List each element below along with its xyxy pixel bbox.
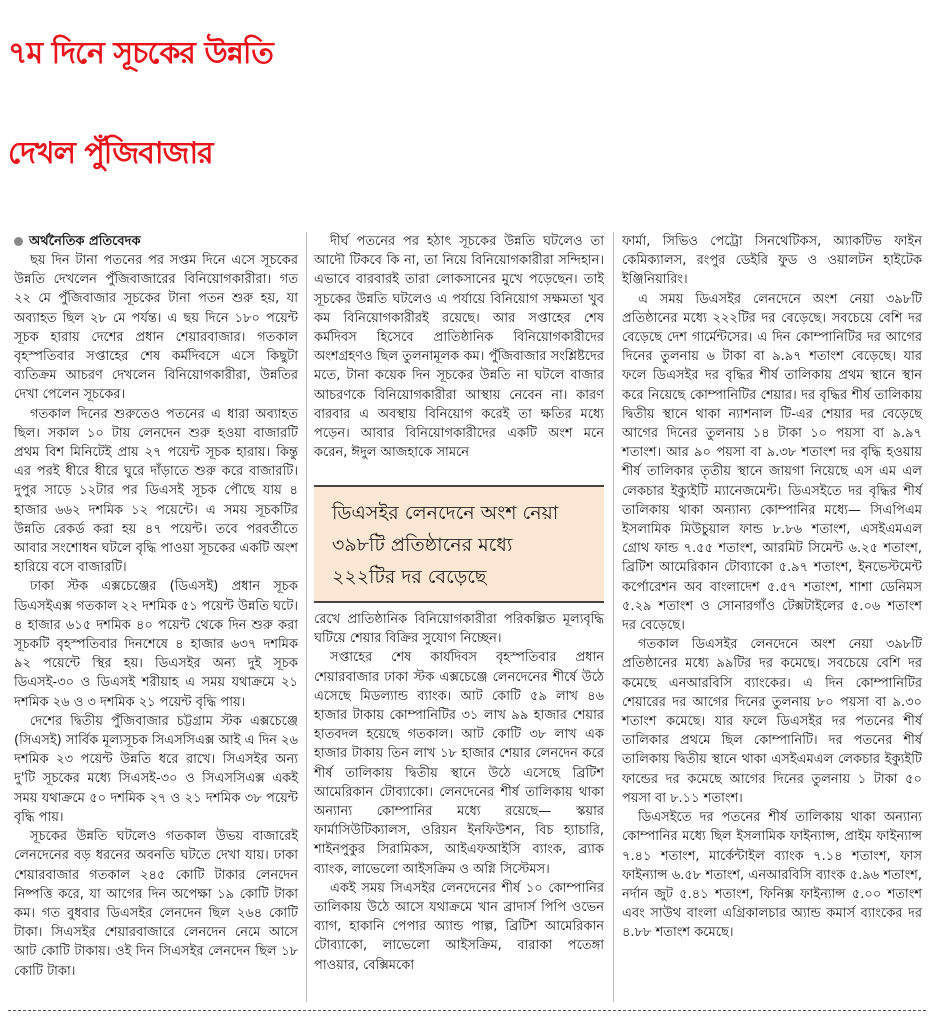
pull-quote bbox=[314, 485, 604, 603]
paragraph: দেশের দ্বিতীয় পুঁজিবাজার চট্টগ্রাম স্টক এক্সচেঞ্জে (সিএসই) সার্বিক মূল্যসূচক সিএসসিএক্স আই এ দিন ২৬ দশমিক ২৩ পয়েন্ট উন্নতি ধরে রাখে। সিএসইর অন্য দু'টি সূচকের মধ্যে সিএসই-৩০ ও সিএসসিএক্স একই সময় যথাক্রমে ৫০ দশমিক ২৭ ও ২১ দশমিক ৩৮ পয়েন্ট বৃদ্ধি পায়। bbox=[14, 713, 298, 825]
column-divider bbox=[613, 232, 614, 1002]
paragraph: গতকাল দিনের শুরুতেও পতনের এ ধারা অব্যাহত ছিল। সকাল ১০ টায় লেনদেন শুরু হওয়া বাজারটি প্রথম বিশ মিনিটেই প্রায় ২৭ পয়েন্ট সূচক হারায়। কিন্তু এর পরই ধীরে ধীরে ঘুরে দাঁড়াতে শুরু করে বাজারটি। দুপুর সাড়ে ১২টার পর ডিএসই সূচক পৌছে যায় ৪ হাজার ৬৬২ দশমিক ১২ পয়েন্টে। এ সময় সূচকটির উন্নতি রেকর্ড করা হয় ৪৭ পয়েন্ট। তবে পরবর্তীতে আবার সংশোধন ঘটলে বৃদ্ধি পাওয়া সূচকের একটি অংশ হারিয়ে বসে বাজারটি। bbox=[14, 406, 298, 576]
pull-quote-line-2: ৩৯৮টি প্রতিষ্ঠানের মধ্যে bbox=[332, 534, 513, 556]
article-column-2-bottom bbox=[314, 610, 604, 975]
headline-line-1: ৭ম দিনে সূচকের উন্নতি bbox=[8, 36, 273, 71]
byline-text: অর্থনৈতিক প্রতিবেদক bbox=[29, 234, 141, 249]
paragraph: সূচকের উন্নতি ঘটলেও গতকাল উভয় বাজারেই লেনদেনের বড় ধরনের অবনতি ঘটতে দেখা যায়। ঢাকা শেয়ারবাজার গতকাল ২৪৫ কোটি টাকার লেনদেন নিষ্পত্তি করে, যা আগের দিন অপেক্ষা ১৯ কোটি টাকা কম। গত বুধবার ডিএসইর লেনদেন ছিল ২৬৪ কোটি টাকা। সিএসইর শেয়ারবাজারে লেনদেন নেমে আসে আট কোটি টাকায়। ওই দিন সিএসইর লেনদেন ছিল ১৮ কোটি টাকা। bbox=[14, 829, 298, 979]
article-column-2-top bbox=[314, 232, 604, 462]
pull-quote-line-1: ডিএসইর লেনদেনে অংশ নেয়া bbox=[332, 502, 559, 524]
bottom-divider bbox=[8, 1010, 926, 1011]
headline bbox=[8, 4, 926, 204]
paragraph: ডিএসইতে দর পতনের শীর্ষ তালিকায় থাকা অন্যান্য কোম্পানির মধ্যে ছিল ইসলামিক ফাইন্যান্স, প্রাইম ফাইন্যান্স ৭.৪১ শতাংশ, মার্কেন্টাইল ব্যাংক ৭.১৪ শতাংশ, ফাস ফাইন্যান্স ৬.৫৮ শতাংশ, এনআরবিসি ব্যাংক ৫.৯৬ শতাংশ, নর্দান জুট ৫.৪১ শতাংশ, ফিনিক্স ফাইন্যান্স ৫.০০ শতাংশ এবং সাউথ বাংলা এগ্রিকালচার অ্যান্ড কমার্স ব্যাংকের দর ৪.৮৮ শতাংশ কমেছে। bbox=[622, 810, 922, 941]
paragraph: গতকাল ডিএসইর লেনদেনে অংশ নেয়া ৩৯৮টি প্রতিষ্ঠানের মধ্যে ৯৯টির দর কমেছে। সবচেয়ে বেশি দর কমেছে এনআরবিসি ব্যাংকের। এ দিন কোম্পানিটির শেয়ারের দর আগের দিনের তুলনায় ৮০ পয়সা বা ৯.৩০ শতাংশ কমেছে। যার ফলে ডিএসইর দর পতনের শীর্ষ তালিকার প্রথমে ছিল কোম্পানিটি। দর পতনের শীর্ষ তালিকায় দ্বিতীয় স্থানে থাকা এসইএমএল লেকচার ইক্যুইটি ফান্ডের দর কমেছে আগের দিনের তুলনায় ১ টাকা ৫০ পয়সা বা ৮.১১ শতাংশ। bbox=[622, 637, 922, 806]
article-column-3 bbox=[622, 232, 922, 943]
bullet-icon bbox=[14, 237, 23, 246]
paragraph: দীর্ঘ পতনের পর হঠাৎ সূচকের উন্নতি ঘটলেও তা আদৌ টিকবে কি না, তা নিয়ে বিনিয়োগকারীরা সন্দিহান। এভাবে বারবারই তারা লোকসানের মুখে পড়েছেন। তাই সূচকের উন্নতি ঘটলেও এ পর্যায়ে বিনিয়োগ সক্ষমতা খুব কম বিনিয়োগকারীরই রয়েছে। আর সপ্তাহের শেষ কর্মদিবস হিসেবে প্রাতিষ্ঠানিক বিনিয়োগকারীদের অংশগ্রহণও ছিল তুলনামূলক কম। পুঁজিবাজার সংশ্লিষ্টদের মতে, টানা কয়েক দিন সূচকের উন্নতি না ঘটলে বাজার আচরণকে বিনিয়োগকারীরা আস্থায় নেবেন না। কারণ বারবার এ অবস্থায় বিনিয়োগ করেই তা ক্ষতির মধ্যে পড়েন। আবার বিনিয়োগকারীদের একটি অংশ মনে করেন, ঈদুল আজহাকে সামনে bbox=[314, 234, 604, 461]
paragraph: একই সময় সিএসইর লেনদেনের শীর্ষ ১০ কোম্পানির তালিকায় উঠে আসে যথাক্রমে খান ব্রাদার্স পিপি ওভেন ব্যাগ, হাকানি পেপার অ্যান্ড পাল্প, ব্রিটিশ আমেরিকান টোব্যাকো, লাভেলো আইসক্রিম, বারাকা পতেঙ্গা পাওয়ার, বেক্সিমকো bbox=[314, 880, 604, 973]
paragraph: এ সময় ডিএসইর লেনদেনে অংশ নেয়া ৩৯৮টি প্রতিষ্ঠানের মধ্যে ২২২টির দর বেড়েছে। সবচেয়ে বেশি দর বেড়েছে দেশ গার্মেন্টসের। এ দিন কোম্পানিটির দর আগের দিনের তুলনায় ৬ টাকা বা ৯.৯৭ শতাংশ বেড়েছে। যার ফলে ডিএসইর দর বৃদ্ধির শীর্ষ তালিকায় প্রথম স্থানে স্থান করে নিয়েছে কোম্পানিটির শেয়ার। দর বৃদ্ধির শীর্ষ তালিকায় দ্বিতীয় স্থানে থাকা ন্যাশনাল টি-এর শেয়ার দর বেড়েছে আগের দিনের তুলনায় ১৪ টাকা ১০ পয়সা বা ৯.৯৭ শতাংশ। আর ৯০ পয়সা বা ৯.৩৮ শতাংশ দর বৃদ্ধি হওয়ায় শীর্ষ তালিকার তৃতীয় স্থানে জায়গা নিয়েছে এস এম এল লেকচার ইক্যুইটি ম্যানেজমেন্ট। ডিএসইতে দর বৃদ্ধির শীর্ষ তালিকায় থাকা অন্যান্য কোম্পানির মধ্যে— সিএপিএম ইসলামিক মিউচুয়াল ফান্ড ৮.৮৬ শতাংশ, এসইএমএল গ্রোথ ফান্ড ৭.৫৫ শতাংশ, আরমিট সিমেন্ট ৬.২৫ শতাংশ, ব্রিটিশ আমেরিকান টোব্যাকো ৫.৯৭ শতাংশ, ইনভেস্টমেন্ট কর্পোরেশন অব বাংলাদেশ ৫.৫৭ শতাংশ, শাশা ডেনিমস ৫.২৯ শতাংশ ও সোনারগাঁও টেক্সটাইলের ৫.০৬ শতাংশ দর বেড়েছে। bbox=[622, 291, 922, 634]
article-column-1 bbox=[14, 232, 298, 981]
pull-quote-line-3: ২২২টির দর বেড়েছে bbox=[332, 566, 487, 588]
byline bbox=[14, 232, 298, 251]
paragraph: রেখে প্রাতিষ্ঠানিক বিনিয়োগকারীরা পরিকল্পিত মূল্যবৃদ্ধি ঘটিয়ে শেয়ার বিক্রির সুযোগ নিচ্ছেন। bbox=[314, 612, 604, 647]
headline-line-2: দেখল পুঁজিবাজার bbox=[8, 136, 213, 171]
paragraph: ফার্মা, সিভিও পেট্রো সিনথেটিকস, অ্যাকটিভ ফাইন কেমিক্যালস, রংপুর ডেইরি ফুড ও ওয়ালটন হাইটেক ইঞ্জিনিয়ারিং। bbox=[622, 234, 922, 288]
paragraph: ঢাকা স্টক এক্সচেঞ্জের (ডিএসই) প্রধান সূচক ডিএসইএক্স গতকাল ২২ দশমিক ৫১ পয়েন্ট উন্নতি ঘটে। ৪ হাজার ৬১৫ দশমিক ৪০ পয়েন্ট থেকে দিন শুরু করা সূচকটি বৃহস্পতিবার দিনশেষে ৪ হাজার ৬৩৭ দশমিক ৯২ পয়েন্টে স্থির হয়। ডিএসইর অন্য দুই সূচক ডিএসই-৩০ ও ডিএসই শরীয়াহ এ সময় যথাক্রমে ২১ দশমিক ২৬ ও ৩ দশমিক ২১ পয়েন্ট বৃদ্ধি পায়। bbox=[14, 579, 298, 710]
column-divider bbox=[306, 232, 307, 1002]
paragraph: সপ্তাহের শেষ কার্যদিবস বৃহস্পতিবার প্রধান শেয়ারবাজার ঢাকা স্টক এক্সচেঞ্জে লেনদেনের শীর্ষে উঠে এসেছে মিডল্যান্ড ব্যাংক। আট কোটি ৫৯ লাখ ৪৬ হাজার টাকায় কোম্পানিটির ৩১ লাখ ৯৯ হাজার শেয়ার হাতবদল হয়েছে গতকাল। আট কোটি ৩৮ লাখ এক হাজার টাকায় তিন লাখ ১৮ হাজার শেয়ার লেনদেন করে শীর্ষ তালিকায় দ্বিতীয় স্থানে উঠে এসেছে ব্রিটিশ আমেরিকান টোব্যাকো। লেনদেনের শীর্ষ তালিকায় থাকা অন্যান্য কোম্পানির মধ্যে রয়েছে— স্কয়ার ফার্মাসিউটিক্যালস, ওরিয়ন ইনফিউশন, বিচ হ্যাচারি, শাইনপুকুর সিরামিকস, আইএফআইসি ব্যাংক, ব্র্যাক ব্যাংক, লাভেলো আইসক্রিম ও অগ্নি সিস্টেমস। bbox=[314, 650, 604, 877]
paragraph: ছয় দিন টানা পতনের পর সপ্তম দিনে এসে সূচকের উন্নতি দেখলেন পুঁজিবাজারের বিনিয়োগকারীরা। গত ২২ মে পুঁজিবাজার সূচকের টানা পতন শুরু হয়, যা অব্যাহত ছিল ২৮ মে পর্যন্ত। এ ছয় দিনে ১৮০ পয়েন্ট সূচক হারায় দেশের প্রধান শেয়ারবাজার। গতকাল বৃহস্পতিবার সপ্তাহের শেষ কর্মদিবসে এসে কিছুটা ব্যতিক্রম আচরণ দেখলেন বিনিয়োগকারীরা, উন্নতির দেখা পেলেন সূচকের। bbox=[14, 253, 298, 403]
